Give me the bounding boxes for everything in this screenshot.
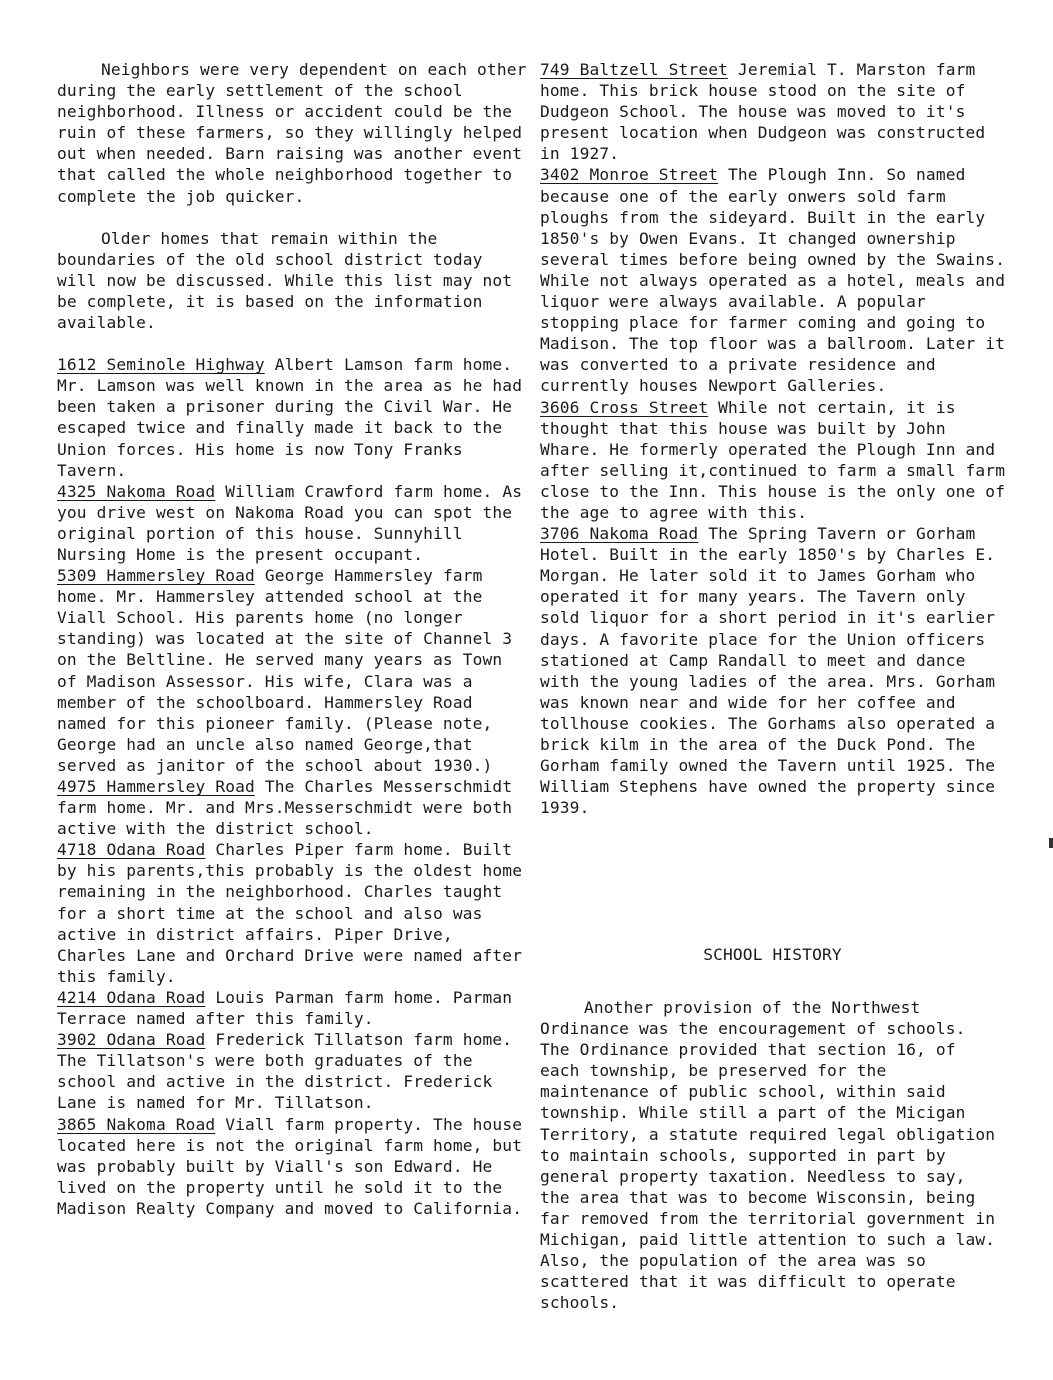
- entry-address: 3706 Nakoma Road: [540, 524, 699, 544]
- entry-address: 3606 Cross Street: [540, 397, 709, 417]
- entry-text: George Hammersley farm home. Mr. Hammersley attended school at the Viall School. His parents home (no longer standing) was located at the site of Channel 3 on the Beltline. He served many years as Town of Madison Assessor. His wife, Clara was a member of the schoolboard. Hammersley Road named for this pioneer family. (Please note, George had an uncle also named George,that served as janitor of the school about 1930.): [57, 566, 513, 775]
- entry-text: Charles Piper farm home. Built by his parents,this probably is the oldest home remaining in the neighborhood. Charles taught for a short time at the school and also was active in district affairs. Piper Drive, Charles Lane and Orchard Drive were named after this family.: [57, 840, 523, 986]
- entry-3606-cross-street: [540, 397, 1010, 524]
- entry-text: The Charles Messerschmidt farm home. Mr. and Mrs.Messerschmidt were both active with the district school.: [57, 777, 513, 839]
- intro-paragraph-1: Neighbors were very dependent on each other during the early settlement of the school neighborhood. Illness or accident could be the ruin of these farmers, so they willingly helped out when needed. Barn raising was another event that called the whole neighborhood together to complete the job quicker.: [57, 60, 527, 206]
- entry-3902-odana-road: [57, 1029, 527, 1113]
- right-column: [540, 59, 1010, 818]
- entry-text: Jeremial T. Marston farm home. This brick house stood on the site of Dudgeon School. The house was moved to it's present location when Dudgeon was constructed in 1927.: [540, 60, 986, 164]
- entry-4214-odana-road: [57, 987, 527, 1029]
- entry-text: Louis Parman farm home. Parman Terrace named after this family.: [57, 987, 513, 1029]
- entry-text: While not certain, it is thought that this house was built by John Whare. He formerly operated the Plough Inn and after selling it,continued to farm a small farm close to the Inn. This house is the only one of the age to agree with this.: [540, 397, 1006, 522]
- entry-address: 3402 Monroe Street: [540, 165, 719, 185]
- entry-address: 5309 Hammersley Road: [57, 566, 255, 586]
- intro-paragraph-2: Older homes that remain within the boundaries of the old school district today will now be discussed. While this list may not be complete, it is based on the information available.: [57, 228, 513, 333]
- entry-address: 1612 Seminole Highway: [57, 355, 265, 375]
- entry-address: 4718 Odana Road: [57, 840, 206, 860]
- entry-3865-nakoma-road: [57, 1114, 527, 1219]
- entry-address: 3865 Nakoma Road: [57, 1114, 216, 1134]
- entry-address: 4214 Odana Road: [57, 987, 206, 1007]
- left-column: [57, 59, 527, 1219]
- entry-text: Viall farm property. The house located here is not the original farm home, but was probably built by Viall's son Edward. He lived on the property until he sold it to the Madison Realty Company and moved to California.: [57, 1114, 523, 1218]
- entry-address: 3902 Odana Road: [57, 1030, 206, 1050]
- entry-text: Albert Lamson farm home. Mr. Lamson was well known in the area as he had been taken a prisoner during the Civil War. He escaped twice and finally made it back to the Union forces. His home is now Tony Franks Tavern.: [57, 355, 523, 480]
- entry-address: 749 Baltzell Street: [540, 60, 729, 79]
- entry-address: 4975 Hammersley Road: [57, 777, 255, 796]
- entry-3402-monroe-street: [540, 164, 1010, 396]
- entry-text: Frederick Tillatson farm home. The Tillatson's were both graduates of the school and active in the district. Frederick Lane is named for Mr. Tillatson.: [57, 1030, 513, 1113]
- entry-text: William Crawford farm home. As you drive west on Nakoma Road you can spot the original portion of this house. Sunnyhill Nursing Home is the present occupant.: [57, 481, 523, 564]
- entry-4975-hammersley-road: [57, 776, 527, 839]
- scan-edge-mark: [1049, 838, 1053, 848]
- entry-1612-seminole-highway: [57, 354, 527, 481]
- entry-text: The Spring Tavern or Gorham Hotel. Built in the early 1850's by Charles E. Morgan. He later sold it to James Gorham who operated it for many years. The Tavern only sold liquor for a short period in it's earlier days. A favorite place for the Union officers stationed at Camp Randall to meet and dance with the young ladies of the area. Mrs. Gorham was known near and wide for her coffee and tollhouse cookies. The Gorhams also operated a brick kilm in the area of the Duck Pond. The Gorham family owned the Tavern until 1925. The William Stephens have owned the property since 1939.: [540, 524, 996, 818]
- entry-749-baltzell-street: [540, 59, 1010, 164]
- entry-address: 4325 Nakoma Road: [57, 481, 216, 501]
- entry-3706-nakoma-road: [540, 523, 1010, 818]
- entry-5309-hammersley-road: [57, 565, 527, 776]
- entry-4325-nakoma-road: [57, 481, 527, 565]
- section-heading-school-history: SCHOOL HISTORY: [703, 945, 842, 964]
- school-history-paragraph: Another provision of the Northwest Ordinance was the encouragement of schools. The Ordinance provided that section 16, of each township, be preserved for the maintenance of public school, within said township. While still a part of the Micigan Territory, a statute required legal obligation to maintain schools, supported in part by general property taxation. Needless to say, the area that was to become Wisconsin, being far removed from the territorial government in Michigan, paid little attention to such a law. Also, the population of the area was so scattered that it was difficult to operate schools.: [540, 998, 996, 1313]
- entry-text: The Plough Inn. So named because one of the early onwers sold farm ploughs from the sideyard. Built in the early 1850's by Owen Evans. It changed ownership several times before being owned by the Swains. While not always operated as a hotel, meals and liquor were always available. A popular stopping place for farmer coming and going to Madison. The top floor was a ballroom. Later it was converted to a private residence and currently houses Newport Galleries.: [540, 165, 1006, 396]
- entry-4718-odana-road: [57, 839, 527, 987]
